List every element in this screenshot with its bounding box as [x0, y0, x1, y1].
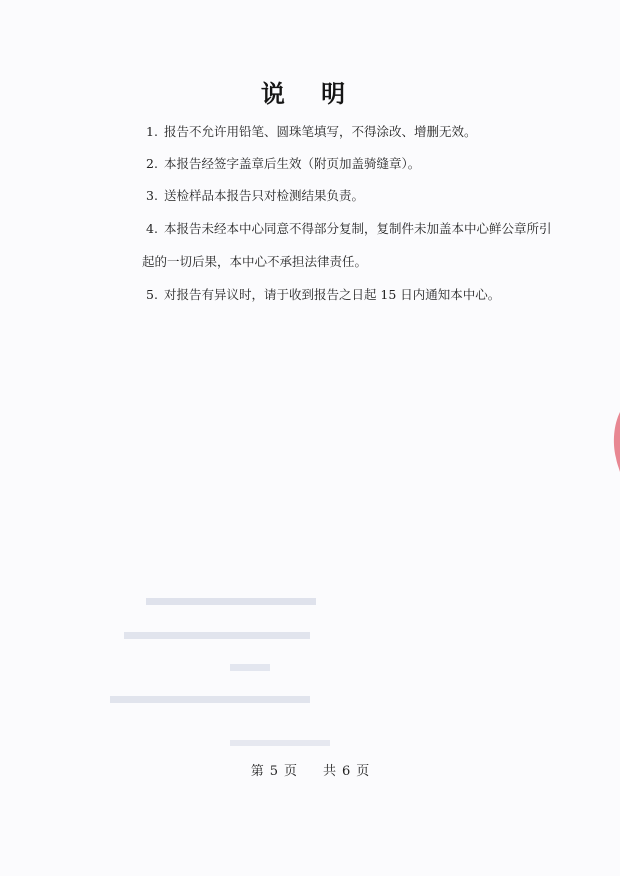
total-unit: 页 — [356, 764, 370, 779]
item-number: 3. — [146, 188, 158, 203]
page-footer — [0, 760, 620, 779]
notice-item-3 — [146, 188, 364, 204]
notice-item-5 — [146, 287, 500, 303]
item-number: 4. — [146, 221, 158, 236]
total-prefix: 共 — [323, 764, 337, 779]
item-number: 1. — [146, 124, 158, 139]
show-through-marks — [110, 590, 330, 760]
item-text: 对报告有异议时，请于收到报告之日起 15 日内通知本中心。 — [163, 287, 501, 302]
item-text: 本报告经签字盖章后生效（附页加盖骑缝章）。 — [163, 156, 421, 171]
item-text: 报告不允许用铅笔、圆珠笔填写，不得涂改、增删无效。 — [163, 124, 477, 139]
notice-item-4 — [146, 221, 551, 237]
page-unit: 页 — [283, 764, 297, 779]
item-text: 本报告未经本中心同意不得部分复制，复制件未加盖本中心鲜公章所引 — [163, 221, 552, 236]
page-title: 说 明 — [260, 80, 360, 108]
total-pages: 6 — [342, 764, 351, 779]
item-text: 送检样品本报告只对检测结果负责。 — [163, 188, 364, 203]
item-number: 2. — [146, 156, 158, 171]
page-number: 5 — [269, 764, 278, 779]
seam-seal-edge — [610, 412, 620, 472]
notice-item-2 — [146, 156, 420, 172]
notice-item-1 — [146, 124, 476, 140]
page-prefix: 第 — [250, 764, 264, 779]
item-number: 5. — [146, 287, 158, 302]
notice-item-4-continuation: 起的一切后果，本中心不承担法律责任。 — [142, 254, 368, 269]
